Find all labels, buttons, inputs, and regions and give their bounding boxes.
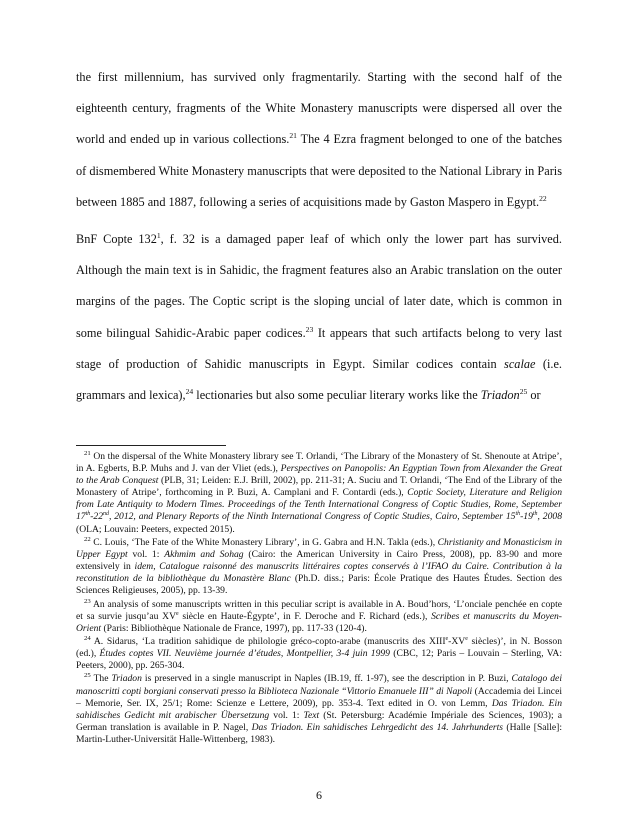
text-run: (PLB, 31; Leiden: E.J. Brill, 2002), pp. 211-31; A. Suciu and T. Orlandi, ‘The End of the Library of the Monastery of Atripe’, forthcoming in P. Buzi, A. Camplani and F. Contardi (eds.), [76,475,562,499]
text-run: Coptic Society, Literature and Religion from Late Antiquity to Modern Times. Proceedings of the Tenth International Congress of Coptic Studies, Rome, September 17 [76,487,562,523]
italic-title: Scribes et manuscrits du Moyen-Orient [76,610,562,634]
superscript: e [465,635,468,642]
italic-title: Triadon [111,673,142,685]
text-run: The 4 Ezra fragment belonged to one of the batches of dismembered White Monastery manuscripts that were deposited to the National Library in Paris between 1885 and 1887, following a series of acquisitions made by Gaston Maspero in Egypt. [76,132,562,209]
footnotes [76,451,562,747]
paragraph-1 [76,62,562,218]
text-run: -22 [90,511,104,523]
italic-title: Études coptes VII. Neuvième journée d’études, Montpellier, 3-4 juin 1999 [99,648,390,660]
superscript: th [532,511,538,518]
text-run: (Ph.D. diss.; Paris: École Pratique des Hautes Études. Section des Sciences Religieuses, 2005), pp. 13-39. [76,573,563,597]
footnote-number: 25 [84,672,91,680]
superscript: e [176,610,179,617]
text-run: or [527,388,541,403]
footnote-25 [76,673,562,746]
footnote-21 [76,451,562,536]
footnote-separator [76,445,226,446]
superscript: nd [103,511,109,518]
text-run: A. Sidarus, ‘La tradition sahidique de philologie gréco-copto-arabe (manuscrits des XIII [90,635,446,647]
italic-title: Das Triadon. Ein sahidisches Gedicht mit arabischer Übersetzung [76,697,562,721]
text-run: (St. Petersburg: Académie Impériale des Sciences, 1903); a German translation is available in P. Nagel, [76,709,562,733]
text-run: (CBC, 12; Paris – Louvain – Sterling, VA: Peeters, 2000), pp. 265-304. [76,648,562,672]
footnote-ref[interactable]: 23 [305,324,314,334]
italic-title: Text [303,709,320,721]
italic-term: scalae [504,356,536,371]
italic-title: idem [134,561,154,573]
text-run: BnF Copte 132 [76,232,157,247]
text-run: is preserved in a single manuscript in Naples (IB.19, ff. 1-97), see the description in P. Buzi, [141,673,512,685]
italic-title: Christianity and Monasticism in Upper Egypt [76,536,562,560]
text-run: , 2008 [537,511,562,523]
text-run: (OLA; Louvain: Peeters, expected 2015). [76,523,235,535]
text-run: siècle en Haute-Égypte’, in F. Deroche and F. Richard (eds.), [178,610,432,622]
text-run: vol. 1: [269,709,304,721]
text-run: lectionaries but also some peculiar literary works like the [193,388,481,403]
text-run: siècles)’, in N. Bosson (ed.), [76,635,562,660]
italic-title: Akhmim and Sohag [164,548,244,560]
footnote-24 [76,636,562,672]
footnote-22 [76,537,562,597]
footnote-number: 22 [84,535,91,543]
text-run: , 2012, and Plenary Reports of the Ninth International Congress of Coptic Studies, Cairo, September 15 [108,511,516,523]
footnote-ref[interactable]: 24 [185,386,194,396]
italic-term: Triadon [480,388,520,403]
text-run: It appears that such artifacts belong to very last stage of production of Sahidic manuscripts in Egypt. Similar codices contain [76,325,562,371]
footnote-number: 21 [84,449,91,457]
italic-title: Catalogo dei manoscritti copti borgiani conservati presso la Biblioteca Nazionale “Vittorio Emanuele III” di Napoli [76,673,562,697]
footnote-number: 24 [84,634,91,642]
superscript: e [445,635,449,642]
italic-title: Catalogue raisonné des manuscrits littéraires coptes conservés à l’IFAO du Caire. Contribution à la reconstitution de la bibliothèque du Monastère Blanc [76,561,563,585]
text-run: -19 [520,511,533,523]
footnote-ref[interactable]: 22 [539,193,547,203]
text-run: The [90,673,112,685]
footnote-ref[interactable]: 21 [289,131,297,141]
footnote-ref[interactable]: 25 [519,386,528,396]
footnote-23 [76,599,562,635]
text-run: , [153,561,160,573]
text-run: -XV [448,635,466,647]
paragraph-2 [76,224,562,411]
text-run: (Paris: Bibliothèque Nationale de France, 1997), pp. 117-33 (120-4). [101,622,367,634]
text-run: (Accademia dei Lincei – Memorie, Ser. IX, 25/1; Rome: Scienze e Lettere, 2009), pp. 353-4. Text edited in O. von Lemm, [76,685,562,709]
page-number: 6 [316,788,322,802]
superscript: th [515,511,521,518]
italic-title: Perspectives on Panopolis: An Egyptian Town from Alexander the Great to the Arab Conquest [76,463,562,487]
footnote-number: 23 [84,597,91,605]
text-run: (i.e. grammars and lexica), [76,356,562,403]
text-run: , f. 32 is a damaged paper leaf of which only the lower part has survived. Although the main text is in Sahidic, the fragment features also an Arabic translation on the outer margins of the pages. The Coptic script is the sloping uncial of later date, which is common in some bilingual Sahidic-Arabic paper codices. [76,232,562,340]
text-run: (Cairo: the American University in Cairo Press, 2008), pp. 83-90 and more extensively in [76,548,562,573]
italic-title: Das Triadon. Ein sahidisches Lehrgedicht des 14. Jahrhunderts [251,721,503,733]
main-text [76,62,562,411]
text-run: C. Louis, ‘The Fate of the White Monastery Library’, in G. Gabra and H.N. Takla (eds.), [90,536,438,548]
text-run: On the dispersal of the White Monastery library see T. Orlandi, ‘The Library of the Monastery of St. Shenoute at Atripe’, in A. Egberts, B.P. Muhs and J. van der Vliet (eds.), [76,451,562,475]
text-run: (Halle [Salle]: Martin-Luther-Universität Halle-Wittenberg, 1983). [76,721,562,745]
text-run: vol. 1: [127,548,165,560]
superscript: 1 [156,230,161,240]
text-run: the first millennium, has survived only fragmentarily. Starting with the second half of the eighteenth century, fragments of the White Monastery manuscripts were dispersed all over the world and ended up in various collections. [76,70,562,147]
superscript: th [85,511,91,518]
text-run: An analysis of some manuscripts written in this peculiar script is available in A. Boud’hors, ‘L’onciale penchée en copte et sa survie jusqu’au XV [76,598,562,622]
